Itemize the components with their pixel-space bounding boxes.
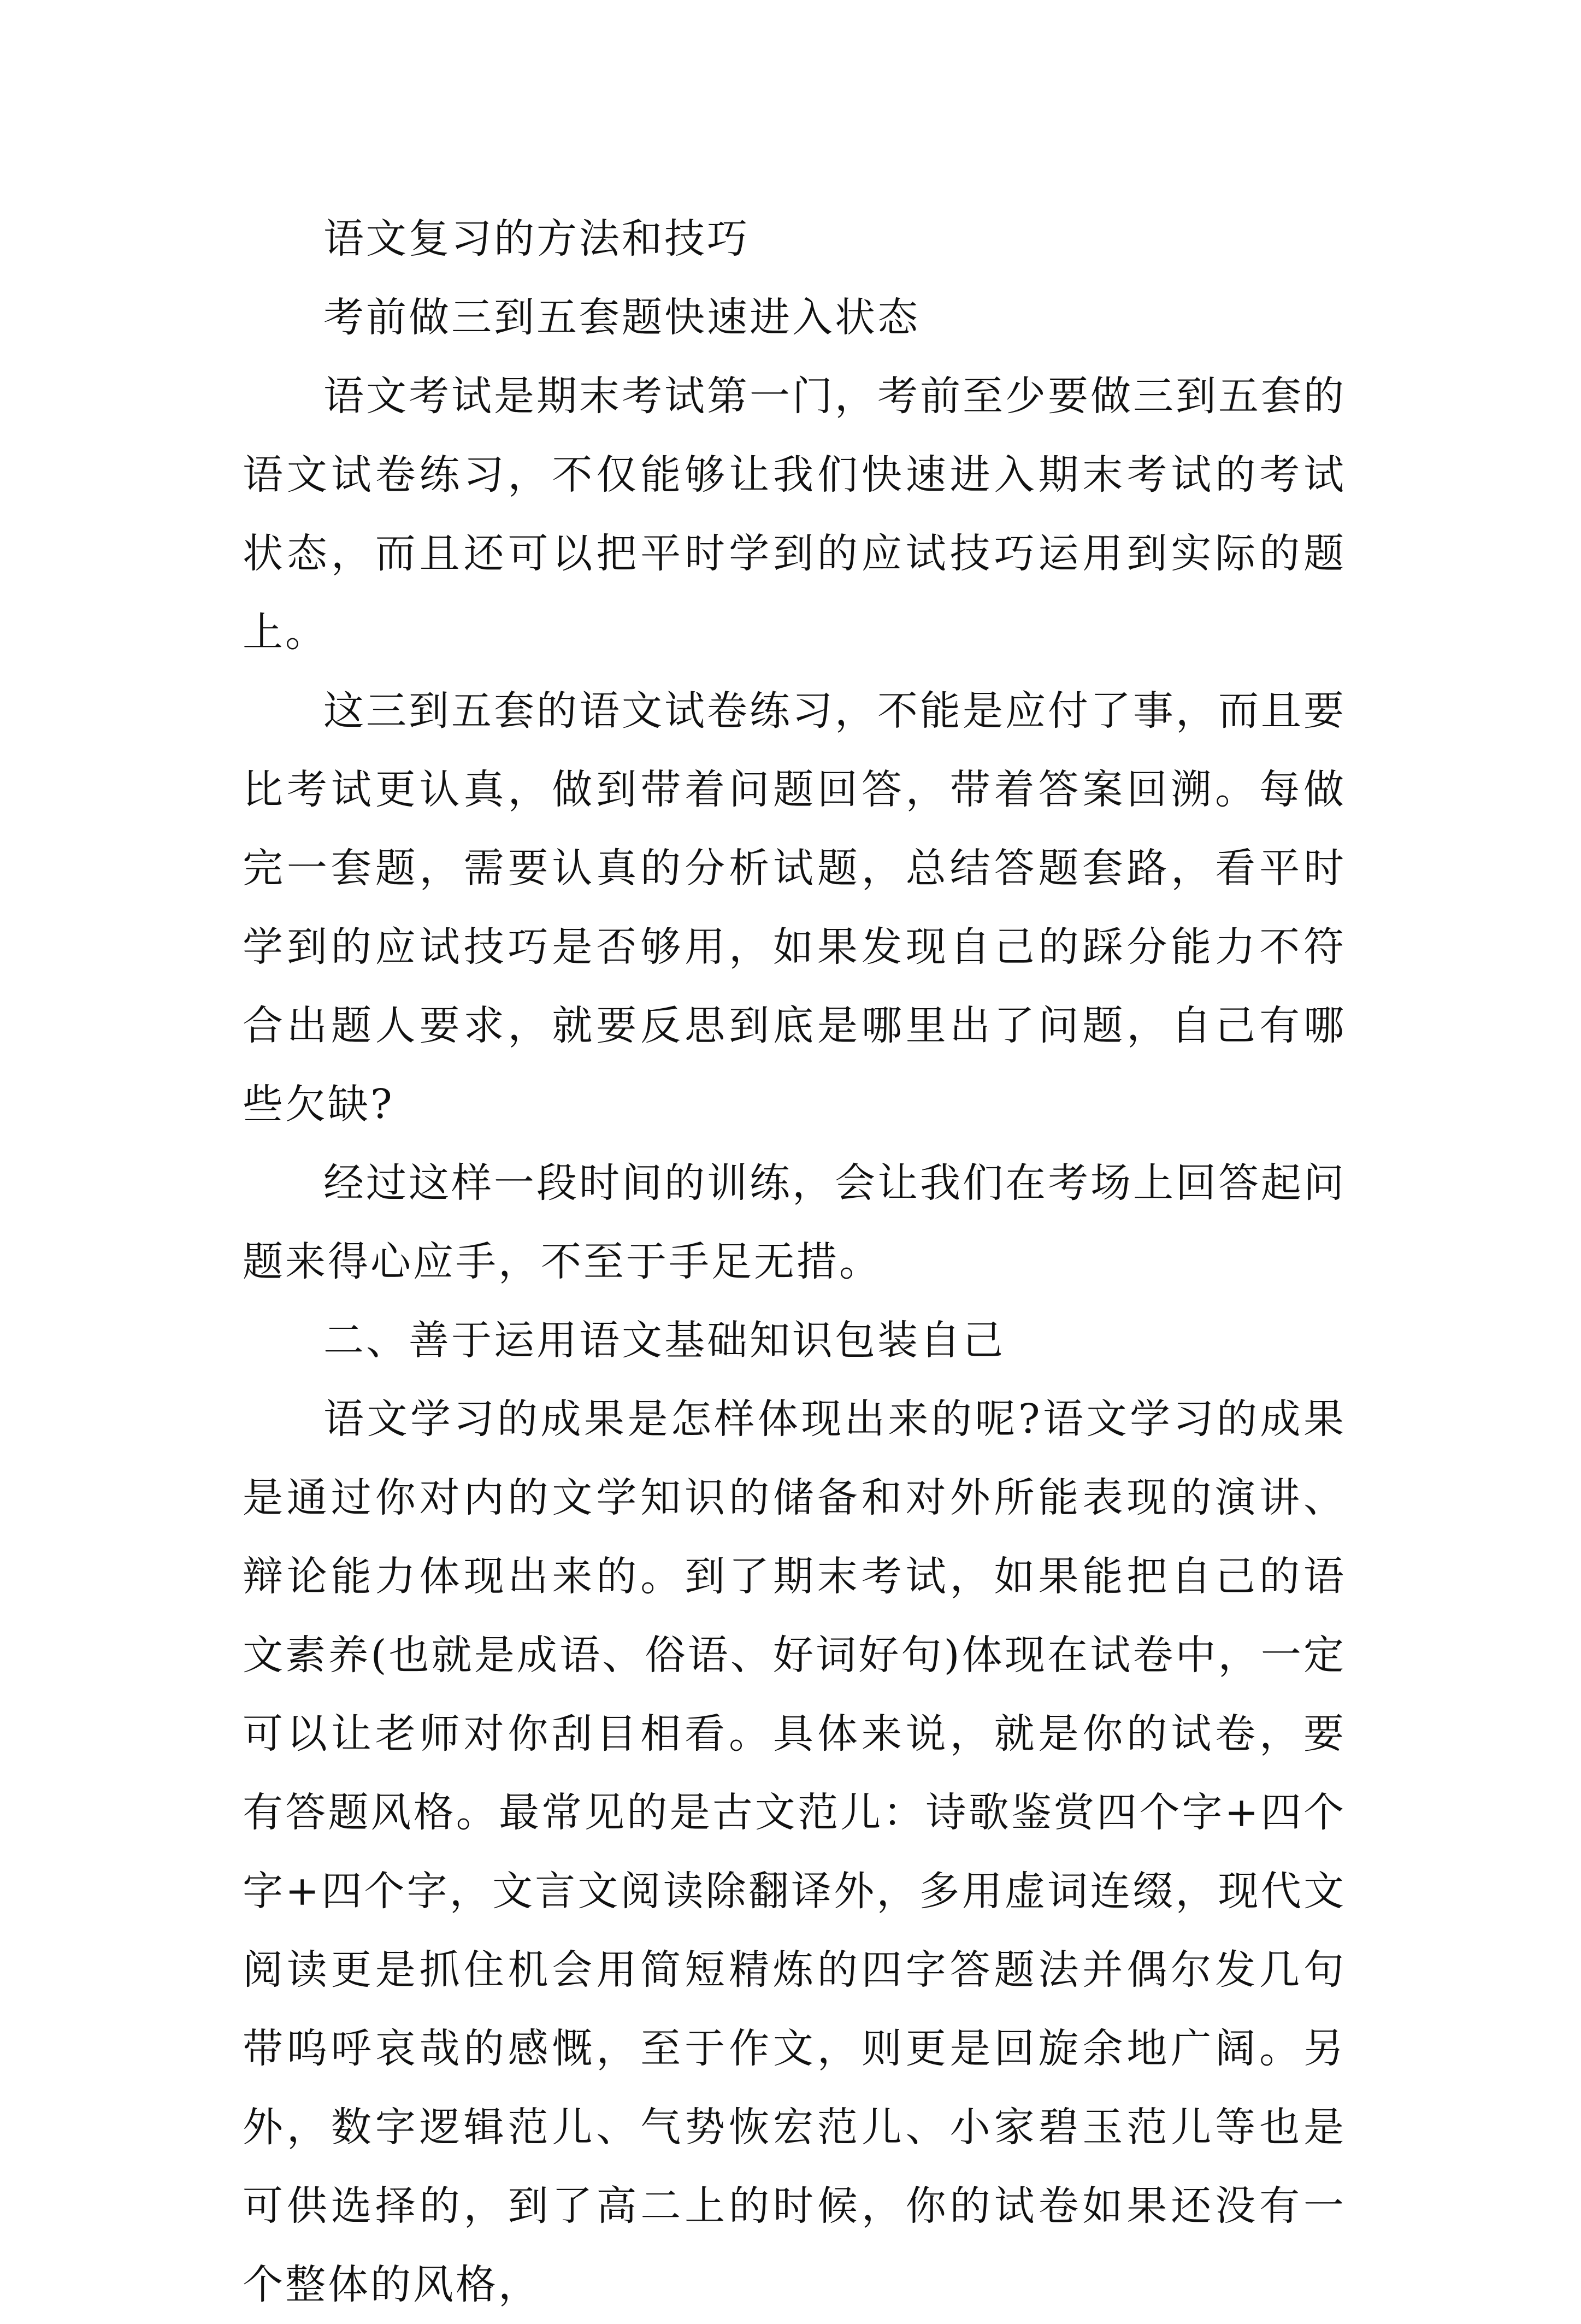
paragraph-section-heading: 二、善于运用语文基础知识包装自己 xyxy=(323,1317,1005,1364)
paragraph: 语文考试是期末考试第一门，考前至少要做三到五套的语文试卷练习，不仅能够让我们快速进入期末考试的考试状态，而且还可以把平时学到的应试技巧运用到实际的题上。 xyxy=(243,373,1346,656)
paragraph: 语文学习的成果是怎样体现出来的呢?语文学习的成果是通过你对内的文学知识的储备和对外所能表现的演讲、辩论能力体现出来的。到了期末考试，如果能把自己的语文素养(也就是成语、俗语、好词好句)体现在试卷中，一定可以让老师对你刮目相看。具体来说，就是你的试卷，要有答题风格。最常见的是古文范儿：诗歌鉴赏四个字+四个字+四个字，文言文阅读除翻译外，多用虚词连缀，现代文阅读更是抓住机会用简短精炼的四字答题法并偶尔发几句带呜呼哀哉的感慨，至于作文，则更是回旋余地广阔。另外，数字逻辑范儿、气势恢宏范儿、小家碧玉范儿等也是可供选择的，到了高二上的时候，你的试卷如果还没有一个整体的风格， xyxy=(243,1396,1346,2308)
document-body xyxy=(243,199,1346,2324)
paragraph-subheading: 考前做三到五套题快速进入状态 xyxy=(323,294,920,341)
paragraph-title: 语文复习的方法和技巧 xyxy=(323,215,750,262)
paragraph: 经过这样一段时间的训练，会让我们在考场上回答起问题来得心应手，不至于手足无措。 xyxy=(243,1160,1346,1285)
paragraph: 这三到五套的语文试卷练习，不能是应付了事，而且要比考试更认真，做到带着问题回答，带着答案回溯。每做完一套题，需要认真的分析试题，总结答题套路，看平时学到的应试技巧是否够用，如果发现自己的踩分能力不符合出题人要求，就要反思到底是哪里出了问题，自己有哪些欠缺? xyxy=(243,687,1346,1128)
